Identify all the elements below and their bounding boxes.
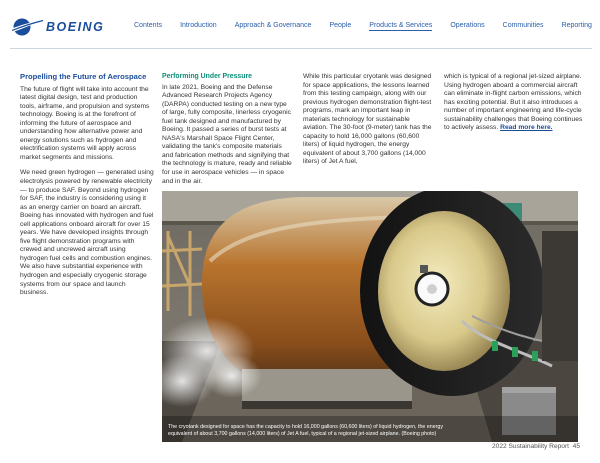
- photo-caption: The cryotank designed for space has the capacity to hold 16,000 gallons (60,600 liters) of liquid hydrogen, the energy equivalent of about 3,700 gallons (14,000 liters) of Jet A fuel, typical of a regional jet-sized airplane. (Boeing photo): [168, 424, 444, 437]
- nav-products-services[interactable]: Products & Services: [369, 22, 433, 29]
- nav-approach-governance[interactable]: Approach & Governance: [234, 22, 312, 29]
- nav-introduction[interactable]: Introduction: [180, 22, 217, 29]
- paragraph-hydrogen-aircraft: [444, 73, 584, 133]
- column-cryotank: [303, 73, 435, 174]
- nav-operations[interactable]: Operations: [450, 22, 485, 29]
- boeing-logo[interactable]: [10, 16, 104, 38]
- nav-communities[interactable]: Communities: [502, 22, 544, 29]
- nav-contents[interactable]: Contents: [134, 22, 163, 29]
- paragraph-hydrogen-text: which is typical of a regional jet-sized airplane. Using hydrogen aboard a commercial aircraft can eliminate in-flight carbon emissions, which has exciting potential. But it also introduces a number of important engineering and life-cycle sustainability challenges that Boeing continues to actively assess.: [444, 73, 583, 132]
- page-footer: [492, 443, 580, 450]
- report-title: 2022 Sustainability Report: [492, 443, 569, 450]
- section-heading-performing: Performing Under Pressure: [162, 73, 252, 80]
- column-performing-under-pressure: [162, 73, 292, 193]
- column-propelling-future: [20, 73, 154, 305]
- column-hydrogen-aircraft: [444, 73, 584, 140]
- boeing-symbol-icon: [10, 16, 44, 38]
- section-heading-propelling: Propelling the Future of Aerospace: [20, 72, 147, 81]
- paragraph-cryotank-lessons: While this particular cryotank was designed for space applications, the lessons learned from this testing campaign, along with our previous hydrogen demonstration flight-test programs, mark an important leap in materials technology for sustainable aviation. The 30-foot (9-meter) tank has the capacity to hold 16,000 gallons (60,600 liters) of liquid hydrogen, the energy equivalent of about 3,700 gallons (14,000 liters) of Jet A fuel,: [303, 73, 432, 166]
- nav-reporting[interactable]: Reporting: [561, 22, 592, 29]
- paragraph-future-of-flight: The future of flight will take into account the latest digital design, test and production tools, airframe, and propulsion and systems technology. Boeing is at the forefront of informing the future of aerospace and understanding how alternative power and energy solutions such as hydrogen and electrification systems will apply across market segments and missions.: [20, 85, 150, 161]
- nav-people[interactable]: People: [329, 22, 352, 29]
- header-divider: [10, 48, 592, 49]
- read-more-link[interactable]: Read more here.: [500, 124, 553, 132]
- paragraph-darpa-testing: In late 2021, Boeing and the Defense Advanced Research Projects Agency (DARPA) conducted testing on a new type of large, fully composite, linerless cryogenic fuel tank designed and manufactured by Boeing. It passed a series of burst tests at NASA's Marshall Space Flight Center, validating the tank's composite materials and fabrication methods and signifying that the technology is mature, ready and reliable for use in aerospace vehicles — in space and in the air.: [162, 83, 292, 185]
- top-navigation: [134, 22, 592, 31]
- cryotank-photo: [162, 191, 578, 442]
- page-number: 45: [572, 443, 580, 450]
- cryotank-illustration: [162, 191, 578, 442]
- paragraph-green-hydrogen: We need green hydrogen — generated using electrolysis powered by renewable electricity — to produce SAF. Beyond using hydrogen for SAF, the industry is considering using it as an energy carrier on board an aircraft. Boeing has innovated with hydrogen and fuel cell applications onboard aircraft for over 15 years. We have developed insights through five flight demonstration programs with crewed and uncrewed aircraft using hydrogen fuel cells and combustion engines. We also have substantial experience with hydrogen and especially cryogenic storage systems from our space and launch business.: [20, 169, 154, 297]
- logo-wordmark: BOEING: [46, 20, 105, 34]
